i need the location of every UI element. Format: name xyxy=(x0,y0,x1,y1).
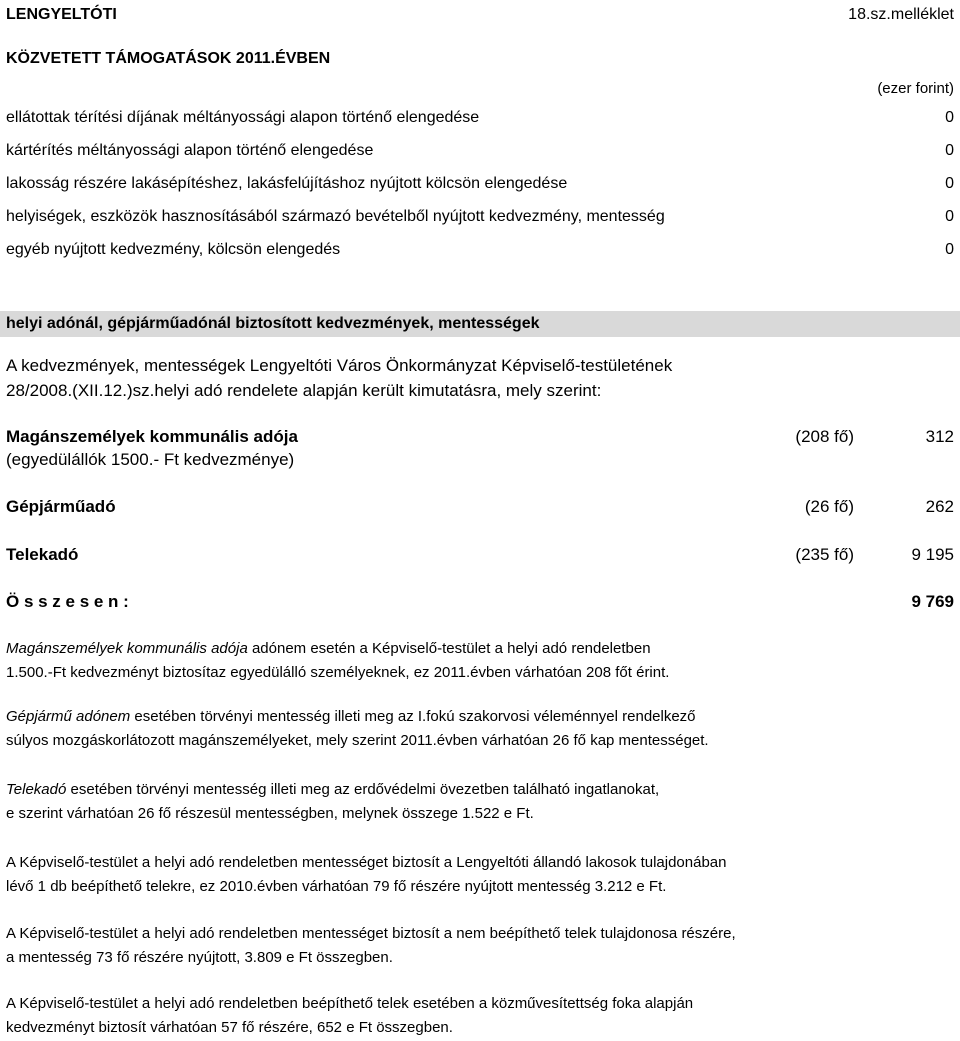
note-paragraph xyxy=(6,922,954,970)
note-text: adónem esetén a Képviselő-testület a helyi adó rendeletben xyxy=(247,640,651,657)
support-row-label: egyéb nyújtott kedvezmény, kölcsön elengedés xyxy=(6,241,341,258)
support-row xyxy=(6,208,954,226)
note-text: A Képviselő-testület a helyi adó rendeletben mentességet biztosít a nem beépíthető telek tulajdonosa részére, xyxy=(6,925,736,942)
support-row xyxy=(6,241,954,259)
tax-amount: 9 195 xyxy=(911,545,954,564)
note-text: e szerint várhatóan 26 fő részesül mentességben, melynek összege 1.522 e Ft. xyxy=(6,805,534,822)
support-row-value: 0 xyxy=(945,175,954,192)
note-emphasis: Magánszemélyek kommunális adója xyxy=(6,640,248,657)
support-row-label: ellátottak térítési díjának méltányossági alapon történő elengedése xyxy=(6,109,480,126)
support-row-value: 0 xyxy=(945,208,954,225)
note-paragraph xyxy=(6,705,954,753)
tax-amount: 312 xyxy=(925,427,954,446)
note-emphasis: Telekadó xyxy=(6,781,67,798)
support-row-value: 0 xyxy=(945,109,954,126)
tax-row xyxy=(6,427,954,449)
support-row-value: 0 xyxy=(945,241,954,258)
note-text: a mentesség 73 fő részére nyújtott, 3.809 e Ft összegben. xyxy=(6,949,393,966)
unit-label: (ezer forint) xyxy=(877,80,954,97)
total-value: 9 769 xyxy=(911,592,954,611)
support-row xyxy=(6,142,954,160)
support-row xyxy=(6,175,954,193)
tax-amount: 262 xyxy=(925,497,954,516)
note-text: esetében törvényi mentesség illeti meg az erdővédelmi övezetben található ingatlanokat, xyxy=(66,781,660,798)
note-paragraph xyxy=(6,992,954,1040)
tax-name: Telekadó xyxy=(6,545,79,564)
support-row-label: kártérítés méltányossági alapon történő elengedése xyxy=(6,142,374,159)
note-text: kedvezményt biztosít várhatóan 57 fő részére, 652 e Ft összegben. xyxy=(6,1019,453,1036)
note-paragraph xyxy=(6,637,954,685)
note-paragraph xyxy=(6,851,954,899)
tax-count: (208 fő) xyxy=(795,427,854,446)
tax-count: (235 fő) xyxy=(795,545,854,564)
support-row-value: 0 xyxy=(945,142,954,159)
total-row xyxy=(6,592,954,614)
support-row-label: lakosság részére lakásépítéshez, lakásfelújításhoz nyújtott kölcsön elengedése xyxy=(6,175,568,192)
document-title: LENGYELTÓTI xyxy=(6,6,117,23)
tax-row xyxy=(6,497,954,519)
note-text: A Képviselő-testület a helyi adó rendeletben mentességet biztosít a Lengyeltóti állandó lakosok tulajdonában xyxy=(6,854,727,871)
note-emphasis: Gépjármű adónem xyxy=(6,708,131,725)
intro-line: 28/2008.(XII.12.)sz.helyi adó rendelete alapján került kimutatásra, mely szerint: xyxy=(6,381,602,400)
note-text: súlyos mozgáskorlátozott magánszemélyeket, mely szerint 2011.évben várhatóan 26 fő kap mentességet. xyxy=(6,732,709,749)
tax-name: Gépjárműadó xyxy=(6,497,116,516)
note-text: lévő 1 db beépíthető telekre, ez 2010.évben várhatóan 79 fő részére nyújtott mentesség 3.212 e Ft. xyxy=(6,878,667,895)
note-text: esetében törvényi mentesség illeti meg az I.fokú szakorvosi véleménnyel rendelkező xyxy=(130,708,696,725)
document-subtitle: KÖZVETETT TÁMOGATÁSOK 2011.ÉVBEN xyxy=(6,50,331,67)
intro-line: A kedvezmények, mentességek Lengyeltóti Város Önkormányzat Képviselő-testületének xyxy=(6,356,673,375)
note-text: 1.500.-Ft kedvezményt biztosítaz egyedülálló személyeknek, ez 2011.évben várhatóan 208 főt érint. xyxy=(6,664,670,681)
section-title: helyi adónál, gépjárműadónál biztosított kedvezmények, mentességek xyxy=(6,315,540,332)
support-row-label: helyiségek, eszközök hasznosításából származó bevételből nyújtott kedvezmény, mentesség xyxy=(6,208,665,225)
note-paragraph xyxy=(6,778,954,826)
note-text: A Képviselő-testület a helyi adó rendeletben beépíthető telek esetében a közművesítettség foka alapján xyxy=(6,995,694,1012)
tax-name: Magánszemélyek kommunális adója xyxy=(6,427,298,446)
tax-note: (egyedülállók 1500.- Ft kedvezménye) xyxy=(6,450,295,469)
support-row xyxy=(6,109,954,127)
tax-row xyxy=(6,545,954,567)
tax-count: (26 fő) xyxy=(804,497,854,516)
total-label: Ö s s z e s e n : xyxy=(6,592,129,611)
section-band xyxy=(0,311,960,337)
annex-number: 18.sz.melléklet xyxy=(848,6,954,23)
